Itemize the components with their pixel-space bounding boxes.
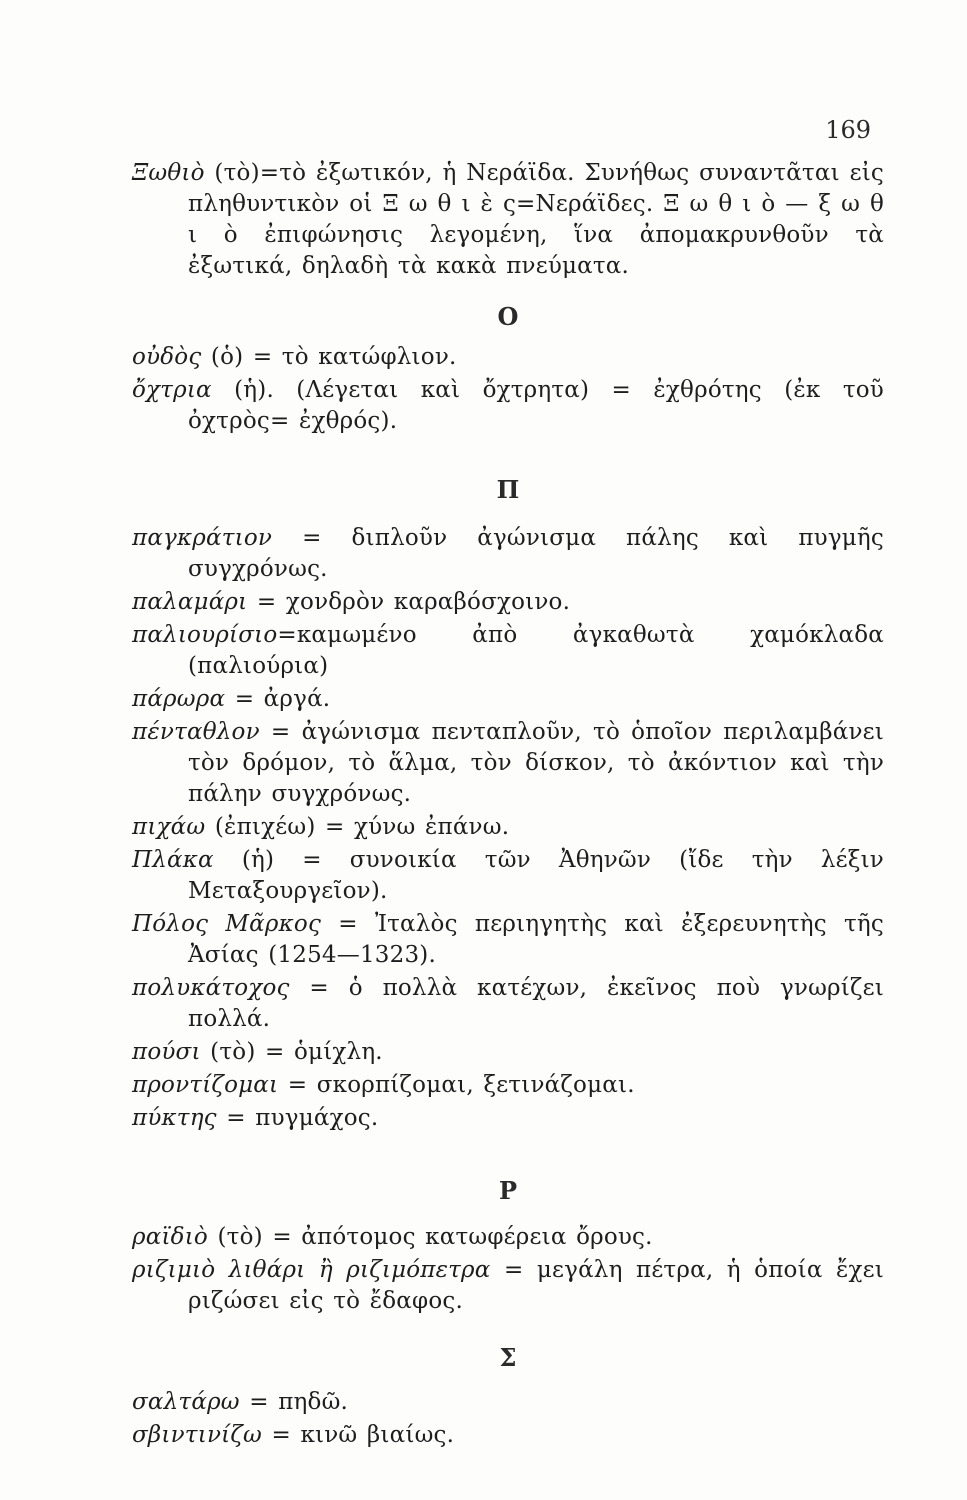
glossary-entry xyxy=(132,523,884,585)
page-number: 169 xyxy=(825,116,871,144)
glossary-entry xyxy=(132,1222,884,1253)
entry-definition: (ὁ) = τὸ κατώφλιον. xyxy=(201,344,457,370)
section-letter-heading: Ο xyxy=(497,302,519,331)
glossary-entry xyxy=(132,1070,884,1101)
glossary-entry xyxy=(132,375,884,437)
entry-definition: = ὁ πολλὰ κατέχων, ἐκεῖνος ποὺ γνωρίζει πολλά. xyxy=(188,975,884,1032)
glossary-section-sigma xyxy=(132,1341,884,1451)
glossary-section-continuation xyxy=(132,158,884,282)
entry-term: Ξωθιὸ xyxy=(132,160,205,186)
entry-term: πάρωρα xyxy=(132,686,226,712)
glossary-section-pi xyxy=(132,473,884,1134)
glossary-section-rho xyxy=(132,1174,884,1317)
entry-term: παλαμάρι xyxy=(132,589,248,615)
entry-term: πούσι xyxy=(132,1039,201,1065)
entry-definition: = μεγάλη πέτρα, ἡ ὁποία ἔχει ριζώσει εἰς τὸ ἔδαφος. xyxy=(188,1257,884,1314)
entry-term: οὐδὸς xyxy=(132,344,202,370)
glossary-entry xyxy=(132,717,884,810)
glossary-entry xyxy=(132,1420,884,1451)
entry-definition: = ἀργά. xyxy=(225,686,331,712)
section-letter-heading: Σ xyxy=(499,1343,517,1372)
glossary-entry xyxy=(132,158,884,282)
glossary-entry xyxy=(132,1103,884,1134)
entry-term: πύκτης xyxy=(132,1105,217,1131)
entry-term: σβιντινίζω xyxy=(132,1422,262,1448)
entry-term: πένταθλον xyxy=(132,719,260,745)
entry-term: ραϊδιὸ xyxy=(132,1224,208,1250)
entry-definition: = ἀγώνισμα πενταπλοῦν, τὸ ὁποῖον περιλαμβάνει τὸν δρόμον, τὸ ἅλμα, τὸν δίσκον, τὸ ἀκόντιον καὶ τὴν πάλην συγχρόνως. xyxy=(188,719,884,807)
glossary-entry xyxy=(132,1255,884,1317)
entry-definition: (ἡ) = συνοικία τῶν Ἀθηνῶν (ἴδε τὴν λέξιν Μεταξουργεῖον). xyxy=(188,847,884,904)
glossary-entry xyxy=(132,845,884,907)
glossary-entry xyxy=(132,620,884,682)
entry-term: παλιουρίσιο xyxy=(132,622,278,648)
entry-term: Πλάκα xyxy=(132,847,214,873)
glossary-entry xyxy=(132,1387,884,1418)
entry-term: πιχάω xyxy=(132,814,206,840)
entry-definition: = πηδῶ. xyxy=(239,1389,349,1415)
entry-definition: = Ἰταλὸς περιηγητὴς καὶ ἐξερευνητὴς τῆς Ἀσίας (1254—1323). xyxy=(188,911,884,968)
entry-definition: = σκορπίζομαι, ξετινάζομαι. xyxy=(278,1072,635,1098)
entry-definition: = κινῶ βιαίως. xyxy=(261,1422,455,1448)
glossary-section-omicron xyxy=(132,300,884,437)
entry-definition: (τὸ) = ὁμίχλη. xyxy=(200,1039,383,1065)
entry-definition: = χονδρὸν καραβόσχοινο. xyxy=(247,589,571,615)
glossary-entry xyxy=(132,684,884,715)
entry-definition: (ἡ). (Λέγεται καὶ ὄχτρητα) = ἐχθρότης (ἐκ τοῦ ὀχτρὸς= ἐχθρός). xyxy=(188,377,884,434)
glossary-entry xyxy=(132,1037,884,1068)
glossary-content xyxy=(132,158,884,1451)
glossary-entry xyxy=(132,342,884,373)
entry-definition: = διπλοῦν ἀγώνισμα πάλης καὶ πυγμῆς συγχρόνως. xyxy=(188,525,884,582)
glossary-entry xyxy=(132,587,884,618)
entry-definition: (ἐπιχέω) = χύνω ἐπάνω. xyxy=(205,814,510,840)
glossary-entry xyxy=(132,812,884,843)
entry-term: παγκράτιον xyxy=(132,525,273,551)
entry-definition: = πυγμάχος. xyxy=(216,1105,379,1131)
section-letter-heading: Ρ xyxy=(498,1176,518,1205)
glossary-entry xyxy=(132,909,884,971)
entry-term: Πόλος Μᾶρκος xyxy=(132,911,322,937)
entry-term: ὄχτρια xyxy=(132,377,212,403)
section-letter-heading: Π xyxy=(496,475,520,504)
entry-term: σαλτάρω xyxy=(132,1389,240,1415)
glossary-entry xyxy=(132,973,884,1035)
entry-definition: (τὸ)=τὸ ἐξωτικόν, ἡ Νεράϊδα. Συνήθως συναντᾶται εἰς πληθυντικὸν οἱ Ξ ω θ ι ὲ ς=Νεράϊδες. Ξ ω θ ι ὸ — ξ ω θ ι ὸ ἐπιφώνησις λεγομένη, ἵνα ἀπομακρυνθοῦν τὰ ἐξωτικά, δηλαδὴ τὰ κακὰ πνεύματα. xyxy=(188,160,884,279)
entry-term: πολυκάτοχος xyxy=(132,975,290,1001)
entry-definition: (τὸ) = ἀπότομος κατωφέρεια ὄρους. xyxy=(207,1224,653,1250)
entry-definition: =καμωμένο ἀπὸ ἀγκαθωτὰ χαμόκλαδα (παλιούρια) xyxy=(188,622,884,679)
entry-term: προντίζομαι xyxy=(132,1072,279,1098)
entry-term: ριζιμιὸ λιθάρι ἢ ριζιμόπετρα xyxy=(132,1257,491,1283)
